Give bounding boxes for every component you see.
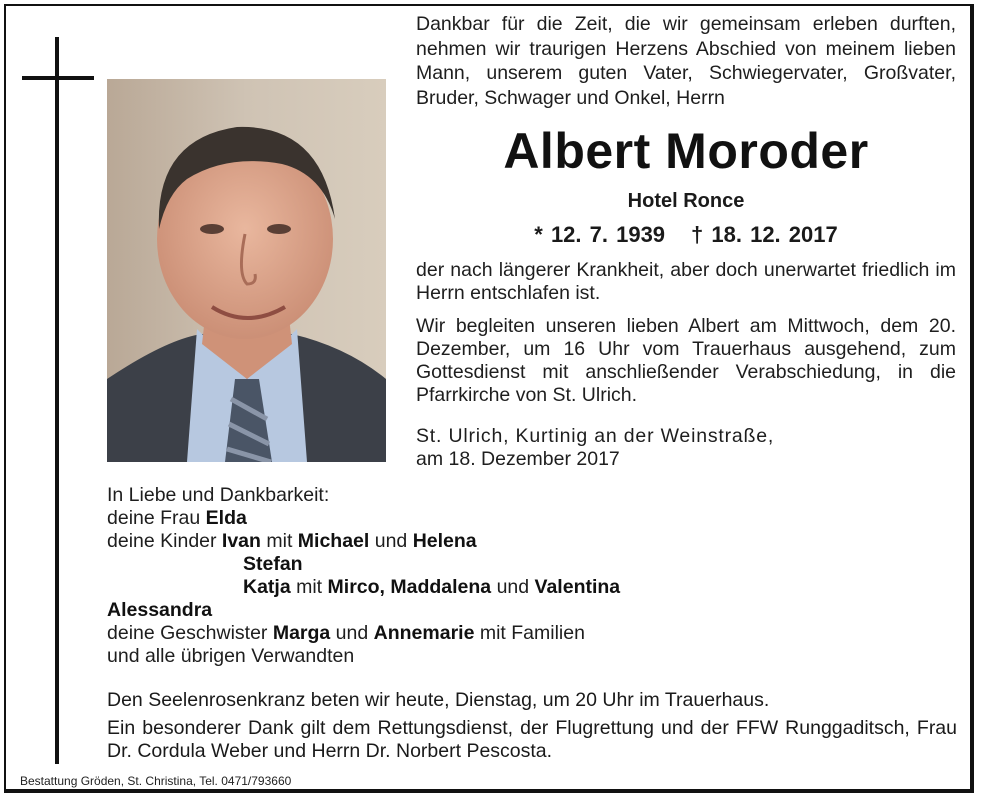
family-kid-katja: Katja mit Mirco, Maddalena und Valentina: [243, 576, 621, 598]
family-wife: deine Frau Elda: [107, 507, 247, 529]
intro-text: Dankbar für die Zeit, die wir gemeinsam erleben durften, nehmen wir traurigen Herzens Abschied von meinem lieben Mann, unserem guten Vater, Schwiegervater, Großvater, Bruder, Schwager und Onkel, Herrn: [416, 13, 956, 109]
family-heading: In Liebe und Dankbarkeit:: [107, 484, 330, 506]
family-list: [107, 484, 867, 668]
death-date: † 18. 12. 2017: [691, 222, 838, 247]
date-line: am 18. Dezember 2017: [416, 448, 620, 470]
family-kid-alessandra: Alessandra: [107, 599, 213, 621]
family-relatives: und alle übrigen Verwandten: [107, 645, 355, 667]
undertaker-footer: Bestattung Gröden, St. Christina, Tel. 0471/793660: [20, 774, 292, 788]
rosary-text: Den Seelenrosenkranz beten wir heute, Dienstag, um 20 Uhr im Trauerhaus.: [107, 689, 770, 711]
place-date: [416, 425, 956, 471]
portrait-photo: [107, 79, 386, 462]
hotel-name: Hotel Ronce: [627, 190, 745, 212]
family-kid-ivan: deine Kinder Ivan mit Michael und Helena: [107, 530, 477, 552]
family-siblings: deine Geschwister Marga und Annemarie mit Familien: [107, 622, 585, 644]
family-kid-stefan: Stefan: [243, 553, 303, 575]
deceased-name: Albert Moroder: [503, 123, 869, 179]
cross-icon-bar: [22, 76, 94, 80]
passing-text: der nach längerer Krankheit, aber doch unerwartet friedlich im Herrn entschlafen ist.: [416, 259, 956, 304]
birth-date: * 12. 7. 1939: [534, 222, 666, 247]
life-dates: [416, 222, 956, 248]
thanks-text: Ein besonderer Dank gilt dem Rettungsdienst, der Flugrettung und der FFW Runggaditsch, Frau Dr. Cordula Weber und Herrn Dr. Norbert Pescosta.: [107, 717, 957, 762]
cross-icon: [55, 37, 59, 764]
place-line: St. Ulrich, Kurtinig an der Weinstraße,: [416, 425, 775, 447]
funeral-text: Wir begleiten unseren lieben Albert am Mittwoch, dem 20. Dezember, um 16 Uhr vom Trauerhaus ausgehend, zum Gottesdienst mit anschließender Verabschiedung, in die Pfarrkirche von St. Ulrich.: [416, 315, 956, 406]
